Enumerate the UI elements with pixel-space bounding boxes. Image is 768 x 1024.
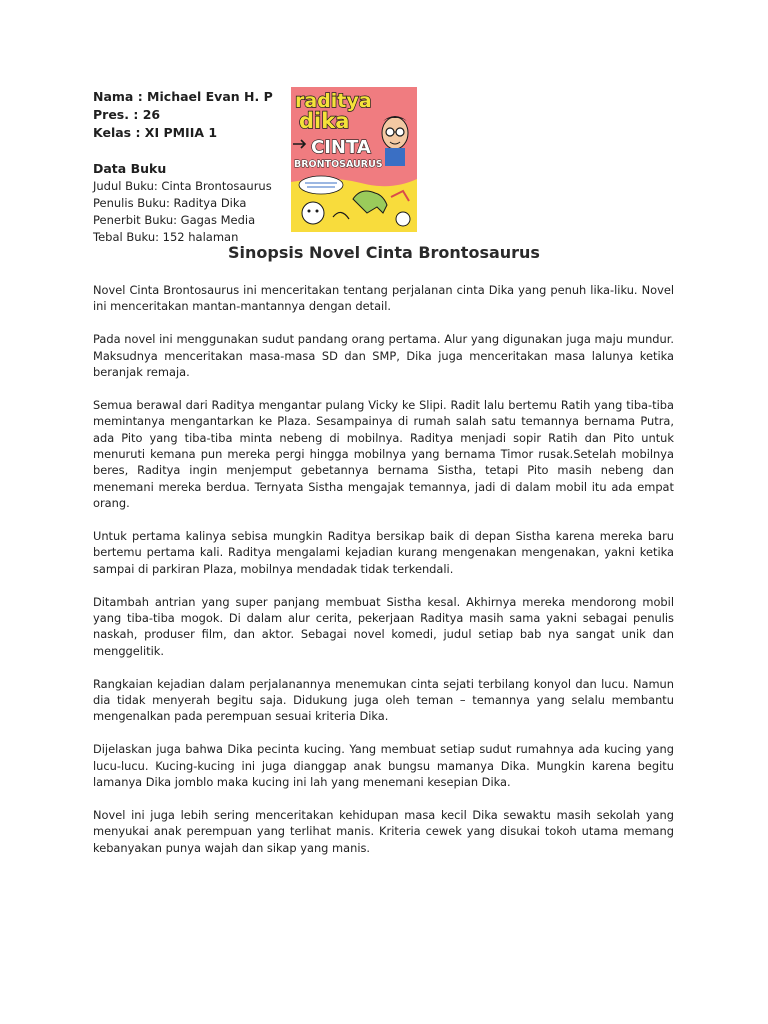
paragraph: Pada novel ini menggunakan sudut pandang orang pertama. Alur yang digunakan juga maju mundur. Maksudnya menceritakan masa-masa SD dan SMP, Dika juga menceritakan masa lalunya ketika beranjak remaja.: [93, 332, 674, 380]
cover-title-small: BRONTOSAURUS: [294, 159, 383, 170]
paragraph: Novel Cinta Brontosaurus ini menceritakan tentang perjalanan cinta Dika yang penuh lika-liku. Novel ini menceritakan mantan-mantannya dengan detail.: [93, 283, 674, 314]
paragraph: Novel ini juga lebih sering menceritakan kehidupan masa kecil Dika sewaktu masih sekolah yang menyukai anak perempuan yang terlihat manis. Kriteria cewek yang disukai tokoh utama memang kebanyakan punya wajah dan sikap yang manis.: [93, 807, 674, 855]
cover-author-line2: dika: [299, 109, 350, 133]
identity-block: [93, 88, 283, 246]
book-title-line: Judul Buku: Cinta Brontosaurus: [93, 179, 272, 193]
paragraph: Dijelaskan juga bahwa Dika pecinta kucing. Yang membuat setiap sudut rumahnya ada kucing yang lucu-lucu. Kucing-kucing ini juga dianggap anak bungsu mamanya Dika. Mungkin karena begitu lamanya Dika jomblo maka kucing ini lah yang menemani kesepian Dika.: [93, 742, 674, 790]
book-author-line: Penulis Buku: Raditya Dika: [93, 196, 247, 210]
student-kelas: Kelas : XI PMIIA 1: [93, 125, 218, 140]
book-data-heading: Data Buku: [93, 161, 167, 176]
book-publisher-line: Penerbit Buku: Gagas Media: [93, 213, 256, 227]
cover-title-big: CINTA: [311, 137, 371, 158]
student-name: Nama : Michael Evan H. P: [93, 89, 273, 104]
book-pages-line: Tebal Buku: 152 halaman: [93, 230, 239, 244]
paragraph: Untuk pertama kalinya sebisa mungkin Raditya bersikap baik di depan Sistha karena mereka baru bertemu pertama kali. Raditya mengalami kejadian kurang mengenakan mengenakan, yakni ketika sampai di parkiran Plaza, mobilnya mendadak tidak terkendali.: [93, 529, 674, 576]
student-pres: Pres. : 26: [93, 107, 161, 122]
book-cover-image: [291, 87, 417, 232]
paragraph: Semua berawal dari Raditya mengantar pulang Vicky ke Slipi. Radit lalu bertemu Ratih yang tiba-tiba memintanya mengantarkan ke Plaza. Sesampainya di rumah salah satu temannya bernama Putra, ada Pito yang tiba-tiba minta nebeng di mobilnya. Raditya menjadi sopir Ratih dan Pito untuk menuruti kemana pun mereka pergi hingga mobilnya yang bernama Timor rusak.Setelah mobilnya beres, Raditya ingin menjemput gebetannya bernama Sistha, tetapi Pito masih nebeng dan menemani mereka berdua. Ternyata Sistha mengajak temannya, jadi di dalam mobil itu ada empat orang.: [93, 397, 674, 511]
synopsis-body: [93, 282, 674, 873]
cover-character-illustration: [381, 116, 409, 166]
paragraph: Ditambah antrian yang super panjang membuat Sistha kesal. Akhirnya mereka mendorong mobil yang tiba-tiba mogok. Di dalam alur cerita, pekerjaan Raditya masih sama yakni sebagai penulis naskah, produser film, dan aktor. Sebagai novel komedi, judul setiap bab nya sangat unik dan menggelitik.: [93, 594, 674, 658]
paragraph: Rangkaian kejadian dalam perjalanannya menemukan cinta sejati terbilang konyol dan lucu. Namun dia tidak menyerah begitu saja. Didukung juga oleh teman – temannya yang selalu membantu mengenalkan pada perempuan sesuai kriteria Dika.: [93, 676, 674, 724]
page-title: Sinopsis Novel Cinta Brontosaurus: [228, 243, 540, 262]
cover-author-line1: raditya: [295, 90, 372, 112]
